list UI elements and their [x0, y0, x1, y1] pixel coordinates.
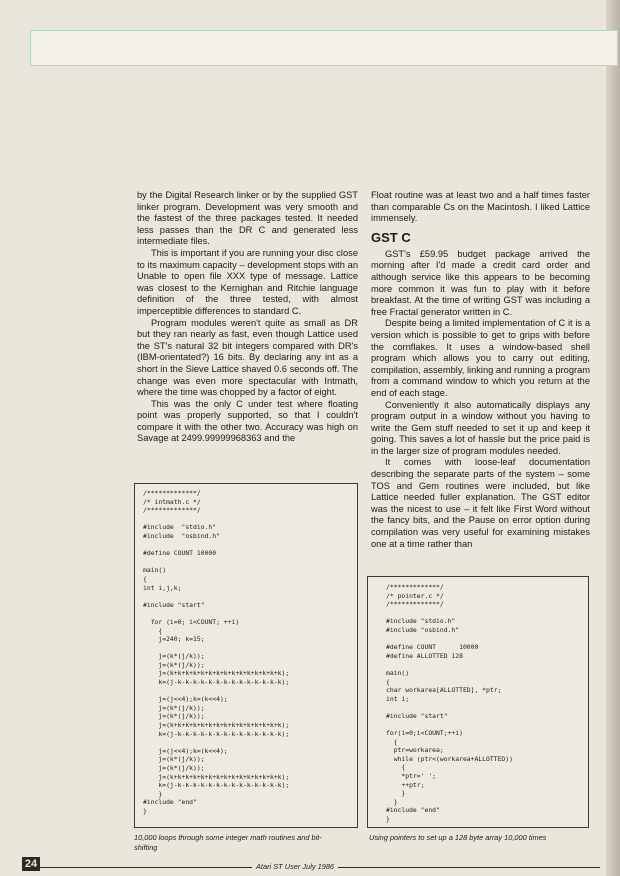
paragraph: by the Digital Research linker or by the supplied GST linker program. Development was very smooth and the fastest of the three packages tested. It needed less passes than the DR C and generated less intermediate files. [137, 190, 358, 247]
paragraph: This is important if you are running your disc close to its maximum capacity – development stops with an Unable to open file XXX type of message. Lattice was closest to the Kernighan and Ritchie language definition of the three tested, with almost imperceptible differences to standard C. [137, 247, 358, 316]
article-column-right [371, 190, 590, 550]
footer-publication: Atari ST User July 1986 [252, 862, 338, 872]
header-band [30, 30, 618, 66]
paragraph: Float routine was at least two and a half times faster than comparable Cs on the Macintosh. I liked Lattice immensely. [371, 190, 590, 224]
paragraph: GST's £59.95 budget package arrived the morning after I'd made a credit card order and although service like this appears to be becoming more common it was fun to play with it before breakfast. At the time of writing GST was including a free Fractal generator written in C. [371, 248, 590, 317]
paragraph: This was the only C under test where floating point was properly supported, so that I couldn't compare it with the other two. Accuracy was high on Savage at 2499.99999968363 and the [137, 398, 358, 444]
paragraph: Despite being a limited implementation of C it is a version which is possible to get to grips with before the cornflakes. It uses a window-based shell program which allows you to carry out editing, compilation, assembly, linking and running a program from a command window to which you return at the end of each stage. [371, 318, 590, 398]
listing-caption-intmath: 10,000 loops through some integer math routines and bit-shifting [134, 833, 322, 852]
paragraph: Program modules weren't quite as small as DR but they ran nearly as fast, even though Lattice used the ST's natural 32 bit integers compared with DR's (IBM-orientated?) 16 bits. By declaring any int as a short in the Sieve Lattice shaved 0.6 seconds off. The change was even more spectacular with Intmath, where the time was chopped by a factor of eight. [137, 317, 358, 398]
paragraph: It comes with loose-leaf documentation describing the separate parts of the system – some TOS and Gem routines were included, but like Lattice needed fuller explanation. The GST editor was the nicest to use – it felt like First Word without the fancy bits, and the Pause on error option during compilation was very useful for examining mistakes one at a time rather than [371, 457, 590, 549]
paragraph: Conveniently it also automatically displays any program output in a window without you having to write the Gem stuff needed to set it up and keep it going. This saves a lot of hassle but the price paid is in the larger size of program modules needed. [371, 399, 590, 456]
listing-caption-pointer: Using pointers to set up a 128 byte array 10,000 times [369, 833, 547, 842]
page-number: 24 [22, 857, 40, 871]
code-listing-intmath: /*************/ /* intmath.c */ /*************/ #include "stdio.h" #include "osbind.h" #define COUNT 10000 main() { int i,j,k; #include "start" for (i=0; i<COUNT; ++i) { j=240; k=15; j=(k*(j/k)); j=(k*(j/k)); j=(k+k+k+k+k+k+k+k+k+k+k+k+k+k+k); k=(j-k-k-k-k-k-k-k-k-k-k-k-k-k-k); j=(j<<4);k=(k<<4); j=(k*(j/k)); j=(k*(j/k)); j=(k+k+k+k+k+k+k+k+k+k+k+k+k+k+k); k=(j-k-k-k-k-k-k-k-k-k-k-k-k-k-k); j=(j<<4);k=(k<<4); j=(k*(j/k)); j=(k*(j/k)); j=(k+k+k+k+k+k+k+k+k+k+k+k+k+k+k); k=(j-k-k-k-k-k-k-k-k-k-k-k-k-k-k); } #include "end" } [134, 483, 358, 828]
section-heading: GST C [371, 229, 411, 245]
article-column-left [137, 190, 358, 445]
page-edge-shadow [606, 0, 620, 876]
code-listing-pointer: /*************/ /* pointer.c */ /*************/ #include "stdio.h" #include "osbind.h" #define COUNT 10000 #define ALLOTTED 128 main() { char workarea[ALLOTTED], *ptr; int i; #include "start" for(i=0;i<COUNT;++i) { ptr=workarea; while (ptr<(workarea+ALLOTTED)) { *ptr=' '; ++ptr; } } #include "end" } [367, 576, 589, 828]
